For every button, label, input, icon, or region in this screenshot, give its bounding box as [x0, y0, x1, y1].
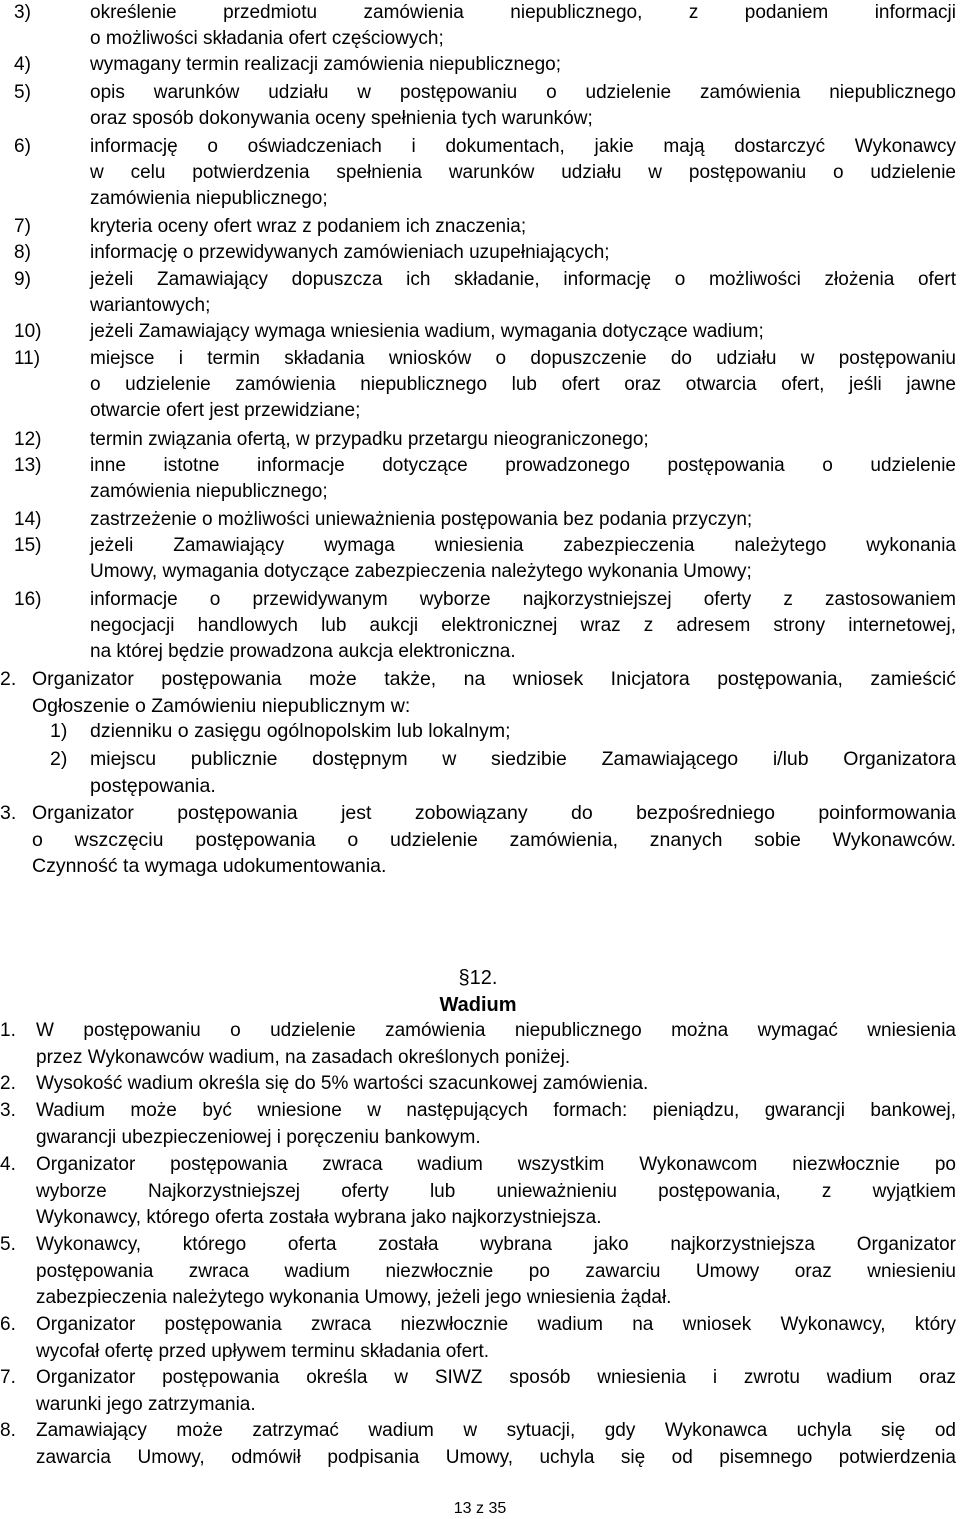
- list-item-text: kryteria oceny ofert wraz z podaniem ich znaczenia;: [90, 216, 527, 237]
- list-item-text: o udzielenie zamówienia niepublicznego lub ofert oraz otwarcia ofert, jeśli jawne: [90, 374, 956, 395]
- list-item-number: 4.: [0, 1154, 16, 1175]
- list-item-text: Wysokość wadium określa się do 5% wartości szacunkowej zamówienia.: [36, 1073, 649, 1094]
- point-text: Czynność ta wymaga udokumentowania.: [32, 855, 387, 878]
- list-item-number: 4): [14, 54, 31, 75]
- list-item-number: 3): [14, 2, 31, 23]
- list-item-number: 16): [14, 589, 42, 610]
- list-item-number: 14): [14, 509, 42, 530]
- list-item-text: wycofał ofertę przed upływem terminu składania ofert.: [36, 1340, 490, 1362]
- list-item-text: zawarcia Umowy, odmówił podpisania Umowy, uchyla się od pisemnego potwierdzenia: [36, 1446, 956, 1468]
- list-item-text: otwarcie ofert jest przewidziane;: [90, 400, 361, 421]
- list-item: [14, 0, 956, 52]
- point-text: Ogłoszenie o Zamówieniu niepublicznym w:: [32, 694, 411, 717]
- list-item-text: negocjacji handlowych lub aukcji elektronicznej wraz z adresem strony internetowej,: [90, 615, 956, 636]
- list-item-text: jeżeli Zamawiający wymaga wniesienia wadium, wymagania dotyczące wadium;: [90, 321, 764, 342]
- list-item-number: 11): [14, 348, 41, 369]
- list-item-text: informacje o przewidywanym wyborze najkorzystniejszej oferty z zastosowaniem: [90, 589, 956, 610]
- list-item-number: 9): [14, 269, 31, 290]
- list-item-text: dzienniku o zasięgu ogólnopolskim lub lokalnym;: [90, 720, 511, 742]
- list-item-number: 8): [14, 242, 31, 263]
- list-item-text: termin związania ofertą, w przypadku przetargu nieograniczonego;: [90, 429, 649, 450]
- list-item-number: 8.: [0, 1420, 16, 1441]
- list-item-number: 1): [50, 720, 68, 742]
- section-number-text: 12.: [469, 967, 498, 989]
- point-number: 2.: [0, 668, 17, 690]
- list-item-text: Wykonawcy, którego oferta została wybrana jako najkorzystniejsza.: [36, 1207, 602, 1229]
- page-number: 13 z 35: [453, 1500, 507, 1517]
- list-item-text: jeżeli Zamawiający dopuszcza ich składanie, informację o możliwości złożenia ofert: [90, 269, 956, 290]
- list-item-number: 6.: [0, 1314, 16, 1335]
- point-text: Organizator postępowania jest zobowiązany do bezpośredniego poinformowania: [32, 802, 956, 824]
- list-item-number: 15): [14, 535, 42, 556]
- section-title: Wadium: [439, 994, 517, 1016]
- list-item-text: zastrzeżenie o możliwości unieważnienia postępowania bez podania przyczyn;: [90, 509, 753, 530]
- point-text: o wszczęciu postępowania o udzielenie zamówienia, znanych sobie Wykonawców.: [32, 828, 956, 851]
- list-item-number: 13): [14, 455, 42, 476]
- list-item-text: o możliwości składania ofert częściowych;: [90, 28, 444, 49]
- list-item-text: jeżeli Zamawiający wymaga wniesienia zabezpieczenia należytego wykonania: [90, 535, 956, 556]
- list-item-number: 3.: [0, 1100, 16, 1121]
- list-item-text: Organizator postępowania określa w SIWZ sposób wniesienia i zwrotu wadium oraz: [36, 1367, 956, 1388]
- list-item-text: Wykonawcy, którego oferta została wybrana jako najkorzystniejsza Organizator: [36, 1234, 956, 1255]
- list-item-number: 7): [14, 216, 31, 237]
- list-item-text: gwarancji ubezpieczeniowej i poręczeniu bankowym.: [36, 1126, 481, 1148]
- list-item-text: postępowania zwraca wadium niezwłocznie po zawarciu Umowy oraz wniesieniu: [36, 1260, 956, 1282]
- list-item-text: miejscu publicznie dostępnym w siedzibie Zamawiającego i/lub Organizatora: [90, 748, 956, 770]
- list-item-text: oraz sposób dokonywania oceny spełnienia tych warunków;: [90, 108, 593, 129]
- list-item-text: wyborze Najkorzystniejszej oferty lub unieważnieniu postępowania, z wyjątkiem: [36, 1180, 956, 1202]
- list-item-text: informację o przewidywanych zamówieniach uzupełniających;: [90, 242, 610, 263]
- list-item-text: zamówienia niepublicznego;: [90, 481, 328, 502]
- point-number: 3.: [0, 802, 17, 824]
- list-item-text: W postępowaniu o udzielenie zamówienia niepublicznego można wymagać wniesienia: [36, 1020, 956, 1041]
- list-item-number: 2): [50, 748, 68, 770]
- list-item-number: 1.: [0, 1020, 16, 1041]
- section-symbol: §: [458, 967, 470, 989]
- list-item-text: inne istotne informacje dotyczące prowadzonego postępowania o udzielenie: [90, 455, 956, 476]
- list-item-text: na której będzie prowadzona aukcja elektroniczna.: [90, 641, 516, 662]
- list-item-text: Umowy, wymagania dotyczące zabezpieczenia należytego wykonania Umowy;: [90, 561, 752, 582]
- list-item-number: 2.: [0, 1073, 16, 1094]
- list-item-number: 6): [14, 136, 31, 157]
- list-item-text: opis warunków udziału w postępowaniu o udzielenie zamówienia niepublicznego: [90, 82, 956, 103]
- list-item-text: miejsce i termin składania wniosków o dopuszczenie do udziału w postępowaniu: [90, 348, 956, 369]
- list-item-text: przez Wykonawców wadium, na zasadach określonych poniżej.: [36, 1046, 571, 1068]
- list-item-text: wariantowych;: [90, 295, 211, 316]
- list-item-text: warunki jego zatrzymania.: [36, 1393, 256, 1415]
- list-item-text: Wadium może być wniesione w następujących formach: pieniądzu, gwarancji bankowej,: [36, 1100, 956, 1121]
- list-item-number: 10): [14, 321, 42, 342]
- list-item-number: 5): [14, 82, 31, 103]
- list-item-text: informację o oświadczeniach i dokumentach, jakie mają dostarczyć Wykonawcy: [90, 136, 956, 157]
- section-number: [0, 964, 956, 992]
- list-item-number: 12): [14, 429, 42, 450]
- point-text: Organizator postępowania może także, na wniosek Inicjatora postępowania, zamieścić: [32, 668, 956, 690]
- list-item-text: Organizator postępowania zwraca niezwłocznie wadium na wniosek Wykonawcy, który: [36, 1314, 956, 1335]
- list-item-text: zabezpieczenia należytego wykonania Umowy, jeżeli jego wniesienia żądał.: [36, 1287, 672, 1309]
- list-item-number: 5.: [0, 1234, 16, 1255]
- list-item-text: Zamawiający może zatrzymać wadium w sytuacji, gdy Wykonawca uchyla się od: [36, 1420, 956, 1441]
- list-item-text: Organizator postępowania zwraca wadium wszystkim Wykonawcom niezwłocznie po: [36, 1154, 956, 1175]
- list-item-text: postępowania.: [90, 774, 216, 797]
- list-item-text: zamówienia niepublicznego;: [90, 188, 328, 209]
- list-item-text: w celu potwierdzenia spełnienia warunków udziału w postępowaniu o udzielenie: [90, 162, 956, 183]
- list-item-number: 7.: [0, 1367, 16, 1388]
- list-item-text: określenie przedmiotu zamówienia niepublicznego, z podaniem informacji: [90, 2, 956, 23]
- list-item-text: wymagany termin realizacji zamówienia niepublicznego;: [90, 54, 562, 75]
